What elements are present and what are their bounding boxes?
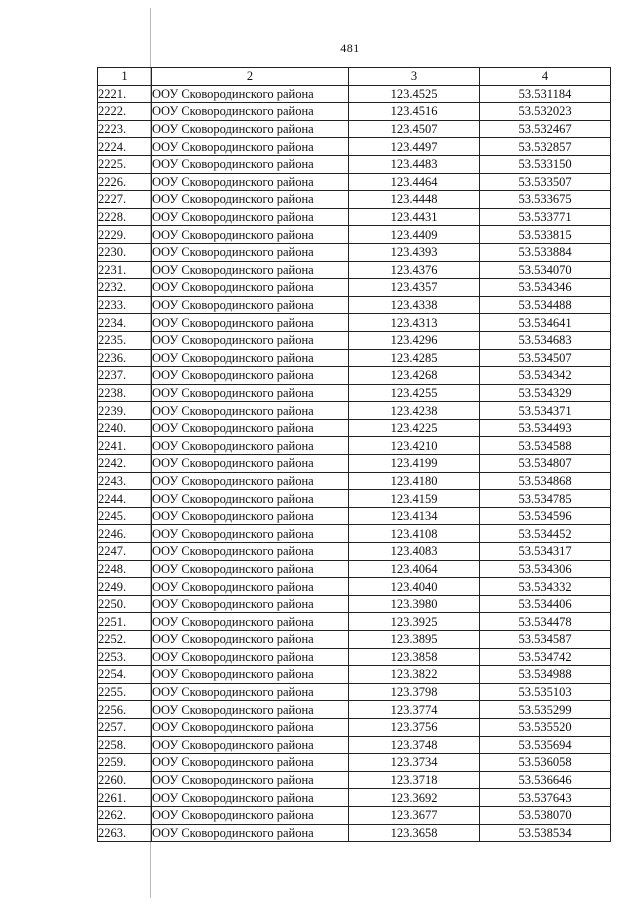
table-row <box>98 261 611 279</box>
longitude-cell: 123.4134 <box>349 507 480 525</box>
latitude-cell: 53.533507 <box>480 173 611 191</box>
row-number-cell: 2247. <box>98 543 152 561</box>
organization-cell: ООУ Сковородинского района <box>152 331 349 349</box>
latitude-cell: 53.535103 <box>480 683 611 701</box>
organization-cell: ООУ Сковородинского района <box>152 208 349 226</box>
longitude-cell: 123.4064 <box>349 560 480 578</box>
row-number-cell: 2251. <box>98 613 152 631</box>
longitude-cell: 123.3692 <box>349 789 480 807</box>
latitude-cell: 53.534478 <box>480 613 611 631</box>
latitude-cell: 53.536646 <box>480 771 611 789</box>
longitude-cell: 123.4159 <box>349 490 480 508</box>
row-number-cell: 2240. <box>98 419 152 437</box>
longitude-cell: 123.4525 <box>349 85 480 103</box>
table-row <box>98 314 611 332</box>
row-number-cell: 2234. <box>98 314 152 332</box>
longitude-cell: 123.3980 <box>349 595 480 613</box>
table-row <box>98 384 611 402</box>
table-row <box>98 789 611 807</box>
latitude-cell: 53.534488 <box>480 296 611 314</box>
row-number-cell: 2255. <box>98 683 152 701</box>
latitude-cell: 53.534342 <box>480 367 611 385</box>
row-number-cell: 2263. <box>98 824 152 842</box>
latitude-cell: 53.533771 <box>480 208 611 226</box>
organization-cell: ООУ Сковородинского района <box>152 138 349 156</box>
table-row <box>98 138 611 156</box>
latitude-cell: 53.533884 <box>480 243 611 261</box>
row-number-cell: 2249. <box>98 578 152 596</box>
coordinates-table <box>97 67 611 842</box>
row-number-cell: 2259. <box>98 754 152 772</box>
organization-cell: ООУ Сковородинского района <box>152 349 349 367</box>
organization-cell: ООУ Сковородинского района <box>152 718 349 736</box>
table-row <box>98 455 611 473</box>
row-number-cell: 2241. <box>98 437 152 455</box>
longitude-cell: 123.4313 <box>349 314 480 332</box>
row-number-cell: 2238. <box>98 384 152 402</box>
organization-cell: ООУ Сковородинского района <box>152 103 349 121</box>
latitude-cell: 53.538070 <box>480 806 611 824</box>
table-row <box>98 490 611 508</box>
table-row <box>98 120 611 138</box>
latitude-cell: 53.534346 <box>480 279 611 297</box>
organization-cell: ООУ Сковородинского района <box>152 314 349 332</box>
table-row <box>98 349 611 367</box>
row-number-cell: 2258. <box>98 736 152 754</box>
latitude-cell: 53.535299 <box>480 701 611 719</box>
latitude-cell: 53.534406 <box>480 595 611 613</box>
longitude-cell: 123.3925 <box>349 613 480 631</box>
row-number-cell: 2248. <box>98 560 152 578</box>
row-number-cell: 2230. <box>98 243 152 261</box>
longitude-cell: 123.4448 <box>349 191 480 209</box>
latitude-cell: 53.532467 <box>480 120 611 138</box>
row-number-cell: 2254. <box>98 666 152 684</box>
row-number-cell: 2228. <box>98 208 152 226</box>
table-row <box>98 613 611 631</box>
organization-cell: ООУ Сковородинского района <box>152 666 349 684</box>
latitude-cell: 53.536058 <box>480 754 611 772</box>
longitude-cell: 123.4180 <box>349 472 480 490</box>
longitude-cell: 123.4255 <box>349 384 480 402</box>
longitude-cell: 123.3756 <box>349 718 480 736</box>
longitude-cell: 123.4507 <box>349 120 480 138</box>
table-row <box>98 560 611 578</box>
table-row <box>98 437 611 455</box>
longitude-cell: 123.4210 <box>349 437 480 455</box>
row-number-cell: 2223. <box>98 120 152 138</box>
latitude-cell: 53.533150 <box>480 155 611 173</box>
latitude-cell: 53.533675 <box>480 191 611 209</box>
latitude-cell: 53.534329 <box>480 384 611 402</box>
row-number-cell: 2237. <box>98 367 152 385</box>
longitude-cell: 123.3658 <box>349 824 480 842</box>
organization-cell: ООУ Сковородинского района <box>152 525 349 543</box>
table-row <box>98 683 611 701</box>
latitude-cell: 53.535520 <box>480 718 611 736</box>
longitude-cell: 123.3734 <box>349 754 480 772</box>
longitude-cell: 123.4409 <box>349 226 480 244</box>
latitude-cell: 53.534807 <box>480 455 611 473</box>
table-row <box>98 173 611 191</box>
longitude-cell: 123.4357 <box>349 279 480 297</box>
table-row <box>98 85 611 103</box>
organization-cell: ООУ Сковородинского района <box>152 824 349 842</box>
organization-cell: ООУ Сковородинского района <box>152 595 349 613</box>
longitude-cell: 123.3677 <box>349 806 480 824</box>
organization-cell: ООУ Сковородинского района <box>152 120 349 138</box>
row-number-cell: 2261. <box>98 789 152 807</box>
latitude-cell: 53.534332 <box>480 578 611 596</box>
longitude-cell: 123.3718 <box>349 771 480 789</box>
organization-cell: ООУ Сковородинского района <box>152 613 349 631</box>
longitude-cell: 123.4083 <box>349 543 480 561</box>
latitude-cell: 53.534587 <box>480 631 611 649</box>
organization-cell: ООУ Сковородинского района <box>152 279 349 297</box>
table-row <box>98 631 611 649</box>
latitude-cell: 53.534641 <box>480 314 611 332</box>
longitude-cell: 123.4376 <box>349 261 480 279</box>
table-row <box>98 718 611 736</box>
latitude-cell: 53.538534 <box>480 824 611 842</box>
organization-cell: ООУ Сковородинского района <box>152 736 349 754</box>
row-number-cell: 2227. <box>98 191 152 209</box>
organization-cell: ООУ Сковородинского района <box>152 419 349 437</box>
latitude-cell: 53.534317 <box>480 543 611 561</box>
table-row <box>98 472 611 490</box>
organization-cell: ООУ Сковородинского района <box>152 789 349 807</box>
table-row <box>98 243 611 261</box>
table-row <box>98 543 611 561</box>
organization-cell: ООУ Сковородинского района <box>152 472 349 490</box>
organization-cell: ООУ Сковородинского района <box>152 296 349 314</box>
row-number-cell: 2222. <box>98 103 152 121</box>
longitude-cell: 123.3822 <box>349 666 480 684</box>
latitude-cell: 53.531184 <box>480 85 611 103</box>
longitude-cell: 123.4285 <box>349 349 480 367</box>
longitude-cell: 123.4338 <box>349 296 480 314</box>
table-row <box>98 771 611 789</box>
table-row <box>98 736 611 754</box>
latitude-cell: 53.532023 <box>480 103 611 121</box>
latitude-cell: 53.534507 <box>480 349 611 367</box>
table-row <box>98 103 611 121</box>
organization-cell: ООУ Сковородинского района <box>152 384 349 402</box>
table-row <box>98 296 611 314</box>
longitude-cell: 123.4483 <box>349 155 480 173</box>
latitude-cell: 53.534306 <box>480 560 611 578</box>
organization-cell: ООУ Сковородинского района <box>152 648 349 666</box>
row-number-cell: 2260. <box>98 771 152 789</box>
table-row <box>98 402 611 420</box>
table-row <box>98 419 611 437</box>
table-row <box>98 155 611 173</box>
latitude-cell: 53.534588 <box>480 437 611 455</box>
longitude-cell: 123.4464 <box>349 173 480 191</box>
organization-cell: ООУ Сковородинского района <box>152 437 349 455</box>
organization-cell: ООУ Сковородинского района <box>152 543 349 561</box>
row-number-cell: 2236. <box>98 349 152 367</box>
organization-cell: ООУ Сковородинского района <box>152 243 349 261</box>
organization-cell: ООУ Сковородинского района <box>152 455 349 473</box>
latitude-cell: 53.534070 <box>480 261 611 279</box>
latitude-cell: 53.534742 <box>480 648 611 666</box>
table-row <box>98 701 611 719</box>
row-number-cell: 2256. <box>98 701 152 719</box>
row-number-cell: 2229. <box>98 226 152 244</box>
table-row <box>98 824 611 842</box>
row-number-cell: 2252. <box>98 631 152 649</box>
organization-cell: ООУ Сковородинского района <box>152 85 349 103</box>
organization-cell: ООУ Сковородинского района <box>152 754 349 772</box>
table-row <box>98 279 611 297</box>
longitude-cell: 123.3748 <box>349 736 480 754</box>
latitude-cell: 53.532857 <box>480 138 611 156</box>
header-row <box>98 68 611 86</box>
table-row <box>98 666 611 684</box>
longitude-cell: 123.3774 <box>349 701 480 719</box>
longitude-cell: 123.3895 <box>349 631 480 649</box>
row-number-cell: 2246. <box>98 525 152 543</box>
latitude-cell: 53.535694 <box>480 736 611 754</box>
organization-cell: ООУ Сковородинского района <box>152 507 349 525</box>
table-row <box>98 525 611 543</box>
organization-cell: ООУ Сковородинского района <box>152 402 349 420</box>
row-number-cell: 2232. <box>98 279 152 297</box>
organization-cell: ООУ Сковородинского района <box>152 490 349 508</box>
table-row <box>98 331 611 349</box>
table-row <box>98 507 611 525</box>
longitude-cell: 123.3798 <box>349 683 480 701</box>
table-row <box>98 191 611 209</box>
longitude-cell: 123.4431 <box>349 208 480 226</box>
longitude-cell: 123.4393 <box>349 243 480 261</box>
longitude-cell: 123.4238 <box>349 402 480 420</box>
organization-cell: ООУ Сковородинского района <box>152 367 349 385</box>
longitude-cell: 123.4516 <box>349 103 480 121</box>
row-number-cell: 2233. <box>98 296 152 314</box>
row-number-cell: 2242. <box>98 455 152 473</box>
longitude-cell: 123.3858 <box>349 648 480 666</box>
page-number: 481 <box>340 41 360 55</box>
header-cell-3: 3 <box>349 68 480 86</box>
longitude-cell: 123.4040 <box>349 578 480 596</box>
header-cell-1: 1 <box>98 68 152 86</box>
latitude-cell: 53.534988 <box>480 666 611 684</box>
longitude-cell: 123.4199 <box>349 455 480 473</box>
latitude-cell: 53.534868 <box>480 472 611 490</box>
longitude-cell: 123.4268 <box>349 367 480 385</box>
latitude-cell: 53.534596 <box>480 507 611 525</box>
organization-cell: ООУ Сковородинского района <box>152 806 349 824</box>
row-number-cell: 2262. <box>98 806 152 824</box>
table-row <box>98 754 611 772</box>
row-number-cell: 2250. <box>98 595 152 613</box>
row-number-cell: 2224. <box>98 138 152 156</box>
table-row <box>98 367 611 385</box>
longitude-cell: 123.4225 <box>349 419 480 437</box>
header-cell-2: 2 <box>152 68 349 86</box>
latitude-cell: 53.537643 <box>480 789 611 807</box>
table-row <box>98 806 611 824</box>
table-row <box>98 578 611 596</box>
longitude-cell: 123.4296 <box>349 331 480 349</box>
longitude-cell: 123.4497 <box>349 138 480 156</box>
row-number-cell: 2245. <box>98 507 152 525</box>
organization-cell: ООУ Сковородинского района <box>152 560 349 578</box>
latitude-cell: 53.533815 <box>480 226 611 244</box>
longitude-cell: 123.4108 <box>349 525 480 543</box>
organization-cell: ООУ Сковородинского района <box>152 261 349 279</box>
table-row <box>98 226 611 244</box>
table-row <box>98 648 611 666</box>
row-number-cell: 2226. <box>98 173 152 191</box>
row-number-cell: 2231. <box>98 261 152 279</box>
organization-cell: ООУ Сковородинского района <box>152 771 349 789</box>
latitude-cell: 53.534371 <box>480 402 611 420</box>
row-number-cell: 2257. <box>98 718 152 736</box>
latitude-cell: 53.534785 <box>480 490 611 508</box>
table-row <box>98 208 611 226</box>
row-number-cell: 2244. <box>98 490 152 508</box>
organization-cell: ООУ Сковородинского района <box>152 173 349 191</box>
organization-cell: ООУ Сковородинского района <box>152 701 349 719</box>
organization-cell: ООУ Сковородинского района <box>152 191 349 209</box>
header-cell-4: 4 <box>480 68 611 86</box>
organization-cell: ООУ Сковородинского района <box>152 155 349 173</box>
row-number-cell: 2221. <box>98 85 152 103</box>
organization-cell: ООУ Сковородинского района <box>152 578 349 596</box>
organization-cell: ООУ Сковородинского района <box>152 226 349 244</box>
latitude-cell: 53.534493 <box>480 419 611 437</box>
row-number-cell: 2253. <box>98 648 152 666</box>
row-number-cell: 2239. <box>98 402 152 420</box>
table-body <box>98 85 611 842</box>
latitude-cell: 53.534683 <box>480 331 611 349</box>
organization-cell: ООУ Сковородинского района <box>152 631 349 649</box>
row-number-cell: 2243. <box>98 472 152 490</box>
organization-cell: ООУ Сковородинского района <box>152 683 349 701</box>
row-number-cell: 2235. <box>98 331 152 349</box>
latitude-cell: 53.534452 <box>480 525 611 543</box>
table-row <box>98 595 611 613</box>
table-header <box>98 68 611 86</box>
row-number-cell: 2225. <box>98 155 152 173</box>
